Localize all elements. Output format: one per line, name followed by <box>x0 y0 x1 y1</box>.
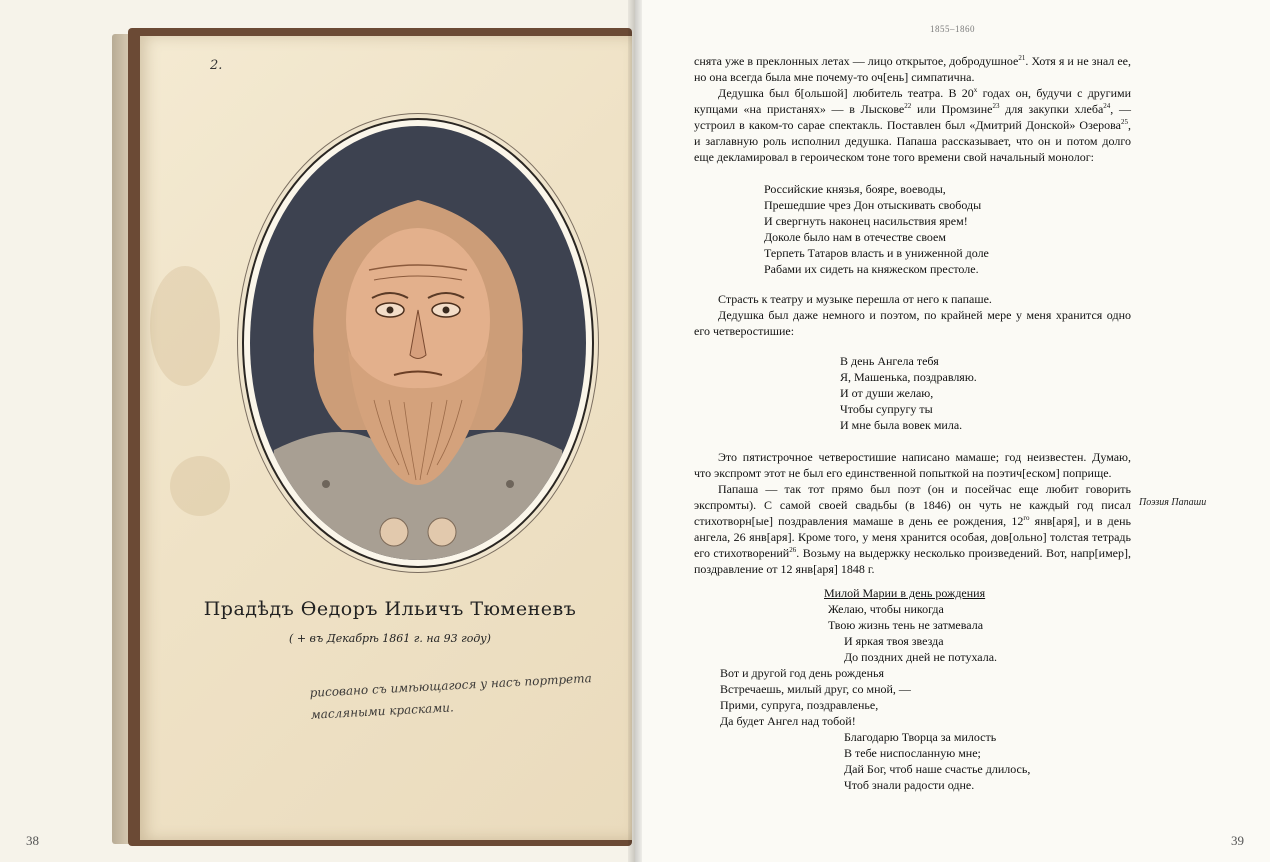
album-photo <box>112 28 632 846</box>
verse-line: Желаю, чтобы никогда <box>828 602 944 616</box>
paragraph: Папаша — так тот прямо был поэт (он и посейчас еще любит говорить экспромты). С самой своей свадьбы (в 1846) он чуть не каждый год писал стихотворн[ые] поздравления мамаше в день ее рождения, $12^{го}$ янв[аря], и в день ангела, 26 янв[аря]. Кроме того, у меня хранится особая, дов[ольно] толстая тетрадь его стихотворений$^{26}$. Возьму на выдержку несколько произведений. Вот, напр[имер], поздравление от 12 янв[аря] 1848 г. <box>694 482 1132 576</box>
paragraph: Это пятистрочное четверостишие написано мамаше; год неизвестен. Думаю, что экспромт этот не был его единственной попыткой на поэтич[еском] поприще. <box>694 450 1131 480</box>
verse-line: Да будет Ангел над тобой! <box>720 714 856 728</box>
right-page <box>635 0 1270 862</box>
verse-line: Я, Машенька, поздравляю. <box>840 370 977 384</box>
verse-line: Доколе было нам в отечестве своем <box>764 230 946 244</box>
verse-line: Чтобы супругу ты <box>840 402 933 416</box>
running-head: 1855–1860 <box>930 24 975 34</box>
verse-line: Рабами их сидеть на княжеском престоле. <box>764 262 979 276</box>
verse-line: Российские князья, бояре, воеводы, <box>764 182 946 196</box>
verse-grandfather <box>694 339 1131 449</box>
portrait-caption-note: рисовано съ имѣющагося у насъ портрета масляными красками. <box>309 671 593 722</box>
portrait-drawing <box>244 120 592 566</box>
paragraph: Дедушка был б[ольшой] любитель театра. В $20^х$ годах он, будучи с другими купцами «на пристанях» — в Лыскове$^{22}$ или Промзине$^{23}$ для закупки хлеба$^{24}$, — устроил в каком-то сарае спектакль. Поставлен был «Дмитрий Донской» Озерова$^{25}$, и заглавную роль исполнил дедушка. Папаша рассказывает, что он и потом долго еще декламировал в героическом тоне того времени свой начальный монолог: <box>694 86 1131 164</box>
album-sheet <box>140 36 632 840</box>
portrait-oval <box>242 118 594 568</box>
paragraph: снята уже в преклонных летах — лицо открытое, добродушное$^{21}$. Хотя я и не знал ее, но она всегда была мне почему-то оч[ень] симпатична. <box>694 54 1132 84</box>
paper-stain <box>170 456 230 516</box>
verse-monologue <box>694 165 1131 291</box>
book-gutter <box>628 0 642 862</box>
verse-line: И мне была вовек мила. <box>840 418 963 432</box>
portrait-caption-dates: ( + въ Декабрѣ 1861 г. на 93 году) <box>289 632 491 645</box>
body-text <box>694 53 1131 793</box>
verse-title: Милой Марии в день рождения <box>824 586 986 600</box>
verse-line: Благодарю Творца за милость <box>844 730 997 744</box>
verse-line: Чтоб знали радости одне. <box>844 778 975 792</box>
paragraph: Дедушка был даже немного и поэтом, по крайней мере у меня хранится одно его четверостишие: <box>694 308 1131 338</box>
paper-stain <box>150 266 220 386</box>
verse-line: Встречаешь, милый друг, со мной, — <box>720 682 911 696</box>
portrait-caption-title: Прадѣдъ Ѳедоръ Ильичъ Тюменевъ <box>203 598 577 620</box>
verse-line: И яркая твоя звезда <box>844 634 944 648</box>
paragraph: Страсть к театру и музыке перешла от него к папаше. <box>718 292 992 306</box>
verse-line: Терпеть Татаров власть и в униженной доле <box>764 246 989 260</box>
album-page-number: 2. <box>210 58 223 73</box>
page-number-right: 39 <box>1231 833 1244 848</box>
marginal-note: Поэзия Папаши <box>1139 497 1207 508</box>
verse-line: Дай Бог, чтоб наше счастье длилось, <box>844 762 1031 776</box>
verse-line: Прими, супруга, поздравленье, <box>720 698 879 712</box>
page-number-left: 38 <box>26 833 39 848</box>
verse-line: И свергнуть наконец насильствия ярем! <box>764 214 968 228</box>
verse-line: Прешедшие чрез Дон отыскивать свободы <box>764 198 982 212</box>
verse-line: Твою жизнь тень не затмевала <box>828 618 984 632</box>
verse-line: Вот и другой год день рожденья <box>720 666 885 680</box>
verse-line: В тебе ниспосланную мне; <box>844 746 981 760</box>
verse-line: В день Ангела тебя <box>840 354 939 368</box>
verse-line: И от души желаю, <box>840 386 934 400</box>
verse-birthday <box>694 577 1131 793</box>
verse-line: До поздних дней не потухала. <box>844 650 998 664</box>
